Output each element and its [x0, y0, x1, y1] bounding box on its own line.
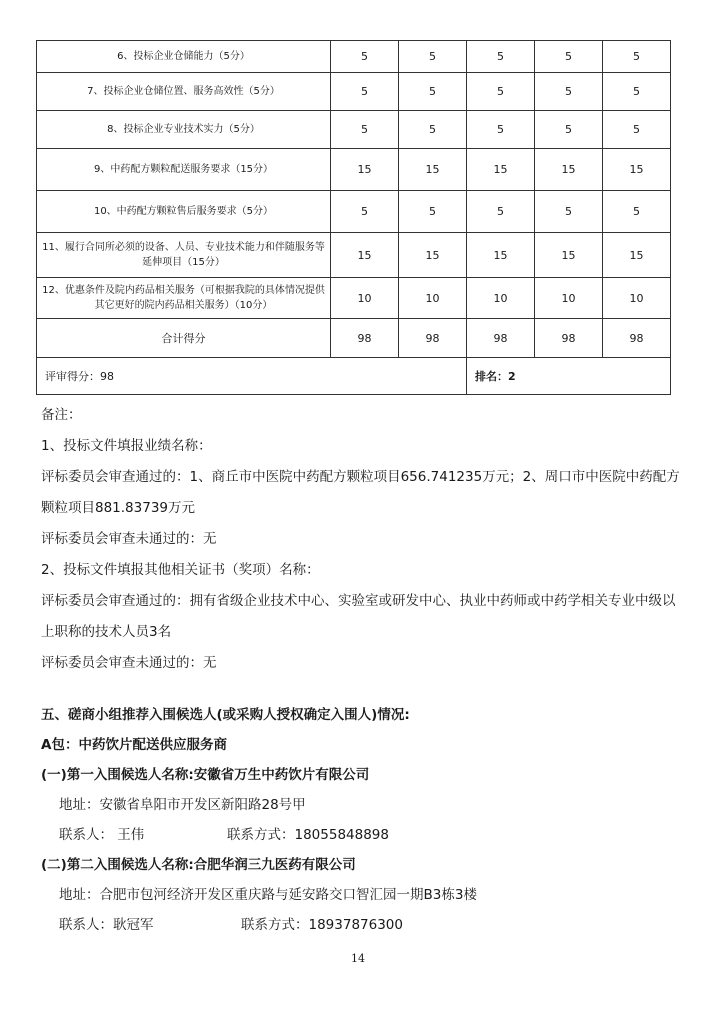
score-table-body	[37, 41, 671, 319]
candidate-2-contact	[41, 910, 681, 940]
criterion-cell: 8、投标企业专业技术实力（5分）	[37, 111, 331, 149]
table-row	[37, 41, 671, 73]
score-cell: 15	[467, 149, 535, 191]
score-cell: 15	[399, 233, 467, 278]
criterion-cell: 12、优惠条件及院内药品相关服务（可根据我院的具体情况提供其它更好的院内药品相关服务）（10分）	[37, 278, 331, 319]
score-cell: 5	[331, 41, 399, 73]
total-score-2: 98	[399, 319, 467, 358]
score-cell: 5	[603, 111, 671, 149]
review-score: 评审得分：98	[37, 358, 467, 395]
note-2-passed: 评标委员会审查通过的：拥有省级企业技术中心、实验室或研发中心、执业中药师或中药学相关专业中级以上职称的技术人员3名	[41, 593, 676, 640]
note-1-passed: 评标委员会审查通过的：1、商丘市中医院中药配方颗粒项目656.741235万元；2、周口市中医院中药配方颗粒项目881.83739万元	[41, 469, 680, 516]
criterion-cell: 10、中药配方颗粒售后服务要求（5分）	[37, 191, 331, 233]
score-cell: 15	[331, 149, 399, 191]
score-cell: 5	[399, 73, 467, 111]
score-cell: 10	[467, 278, 535, 319]
note-1-title: 1、投标文件填报业绩名称：	[41, 438, 212, 454]
candidate-1-address: 地址：安徽省阜阳市开发区新阳路28号甲	[59, 797, 306, 813]
candidate-2-contact-person: 联系人：耿冠军	[59, 917, 154, 933]
score-cell: 5	[535, 73, 603, 111]
score-cell: 5	[535, 111, 603, 149]
candidate-1-contact-person: 联系人： 王伟	[59, 827, 145, 843]
score-cell: 15	[535, 233, 603, 278]
score-cell: 5	[467, 111, 535, 149]
candidate-1-heading: (一)第一入围候选人名称:安徽省万生中药饮片有限公司	[41, 767, 370, 783]
table-row	[37, 278, 671, 319]
notes	[41, 400, 681, 679]
score-cell: 15	[603, 233, 671, 278]
table-total-row	[37, 319, 671, 358]
score-cell: 5	[467, 73, 535, 111]
score-table	[36, 40, 671, 395]
page-number: 14	[351, 952, 365, 965]
score-cell: 15	[535, 149, 603, 191]
table-row	[37, 191, 671, 233]
score-cell: 10	[535, 278, 603, 319]
score-cell: 10	[331, 278, 399, 319]
total-score-5: 98	[603, 319, 671, 358]
note-2-failed: 评标委员会审查未通过的：无	[41, 655, 217, 671]
notes-heading: 备注：	[41, 407, 82, 423]
score-cell: 15	[603, 149, 671, 191]
score-cell: 5	[331, 73, 399, 111]
candidate-2-heading: (二)第二入围候选人名称:合肥华润三九医药有限公司	[41, 857, 356, 873]
candidate-1-contact-phone: 联系方式：18055848898	[227, 827, 389, 843]
score-cell: 5	[399, 111, 467, 149]
package-a-title: A包：中药饮片配送供应服务商	[41, 737, 227, 753]
section-5	[41, 700, 681, 940]
score-cell: 5	[399, 191, 467, 233]
score-cell: 5	[331, 191, 399, 233]
criterion-cell: 7、投标企业仓储位置、服务高效性（5分）	[37, 73, 331, 111]
criterion-cell: 11、履行合同所必须的设备、人员、专业技术能力和伴随服务等延伸项目（15分）	[37, 233, 331, 278]
table-row	[37, 233, 671, 278]
candidate-1-contact	[41, 820, 681, 850]
score-cell: 5	[399, 41, 467, 73]
note-2-title: 2、投标文件填报其他相关证书（奖项）名称：	[41, 562, 320, 578]
score-cell: 15	[399, 149, 467, 191]
table-row	[37, 149, 671, 191]
score-cell: 5	[331, 111, 399, 149]
table-row	[37, 111, 671, 149]
table-row	[37, 73, 671, 111]
rank: 排名：2	[467, 358, 671, 395]
criterion-cell: 6、投标企业仓储能力（5分）	[37, 41, 331, 73]
score-cell: 5	[603, 191, 671, 233]
score-cell: 5	[467, 41, 535, 73]
score-cell: 5	[467, 191, 535, 233]
candidate-2-address: 地址：合肥市包河经济开发区重庆路与延安路交口智汇园一期B3栋3楼	[59, 887, 477, 903]
table-review-row	[37, 358, 671, 395]
score-cell: 5	[535, 41, 603, 73]
score-cell: 5	[603, 73, 671, 111]
score-cell: 15	[331, 233, 399, 278]
candidate-2-contact-phone: 联系方式：18937876300	[241, 917, 403, 933]
total-score-4: 98	[535, 319, 603, 358]
note-1-failed: 评标委员会审查未通过的：无	[41, 531, 217, 547]
score-cell: 15	[467, 233, 535, 278]
criterion-cell: 9、中药配方颗粒配送服务要求（15分）	[37, 149, 331, 191]
section-5-title: 五、磋商小组推荐入围候选人(或采购人授权确定入围人)情况:	[41, 707, 410, 723]
score-cell: 5	[603, 41, 671, 73]
score-cell: 5	[535, 191, 603, 233]
total-score-3: 98	[467, 319, 535, 358]
score-cell: 10	[603, 278, 671, 319]
total-label: 合计得分	[37, 319, 331, 358]
score-cell: 10	[399, 278, 467, 319]
total-score-1: 98	[331, 319, 399, 358]
